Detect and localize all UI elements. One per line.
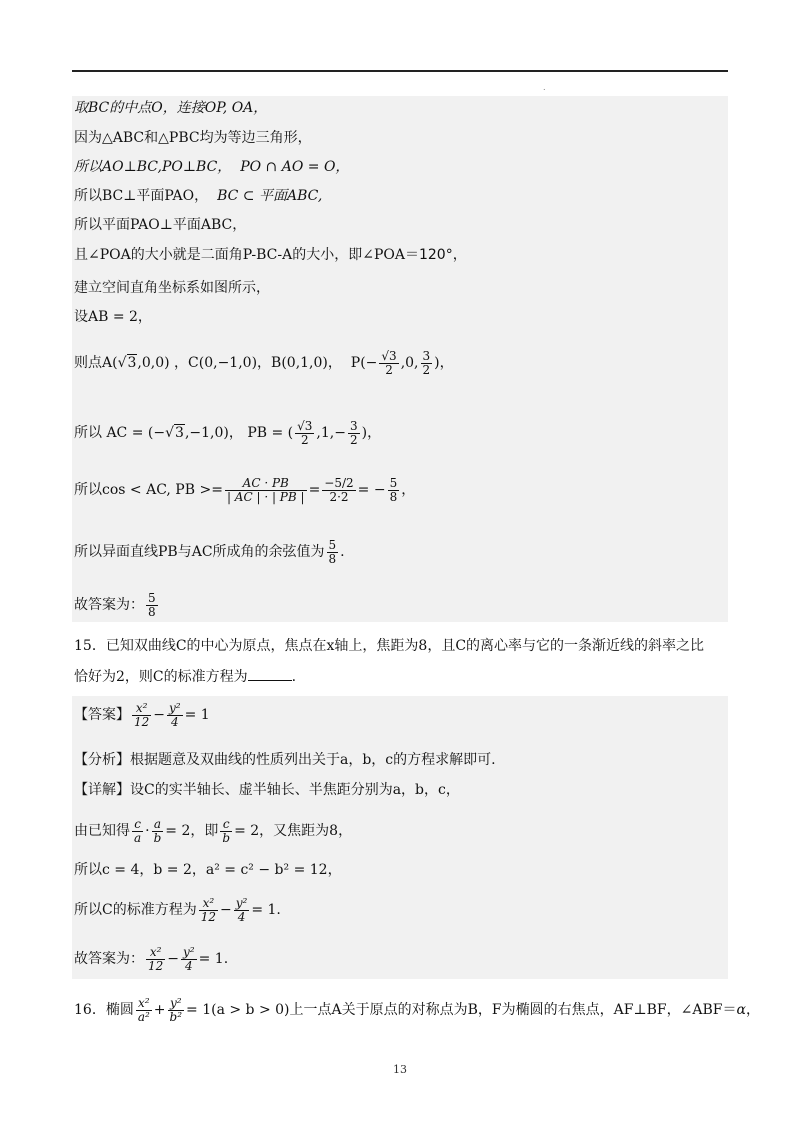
text-part: ,1,−: [316, 425, 346, 441]
page-number: 13: [393, 1063, 407, 1076]
text-part: = −: [357, 482, 386, 498]
fraction: $\frac{\text{y²}}{4}$: [169, 700, 181, 729]
text-part: ,−1,0)，: [184, 425, 243, 441]
text-part: )，: [434, 355, 454, 371]
text-line: 因为△ABC和△PBC均为等边三角形，: [74, 130, 312, 146]
text-line: 所以平面PAO⊥平面ABC，: [74, 217, 247, 233]
fraction: $\frac{√3}{2}$: [381, 348, 397, 377]
text-line: [74, 186, 322, 206]
fraction: $\frac{\text{y²}}{4}$: [235, 895, 248, 924]
text-part: )，: [361, 425, 382, 441]
text-line: 则点A(√3,0,0) ，C(0,−1,0)，B(0,1,0)， P(− $\frac{√3}{2}$ ,0, $\frac{3}{2}$ )，: [74, 348, 454, 377]
text-line: [74, 537, 345, 567]
text-part: BC ⊂ 平面ABC,: [217, 188, 323, 204]
text-part: ，: [745, 1002, 760, 1018]
text-line: 故答案为： $\frac{\text{x²}}{12}$ − $\frac{\text{y²}}{4}$ = 1.: [74, 944, 229, 973]
fraction: $\frac{c}{b}$: [222, 816, 231, 845]
text-part: PO ∩ AO = O，: [240, 159, 350, 175]
text-line: 所以c = 4，b = 2，a² = c² − b² = 12，: [74, 862, 342, 878]
text-line: 由已知得 $\frac{c}{a}$ · $\frac{a}{b}$ = 2，即 $\frac{c}{b}$ = 2，又焦距为8，: [74, 816, 353, 845]
text-part: 所以C的标准方程为: [74, 902, 197, 918]
text-line: 取BC的中点O，连接OP, OA，: [74, 100, 268, 116]
text-line: 设AB = 2，: [74, 309, 152, 325]
header-dot: .: [543, 83, 546, 92]
answer-line: 【答案】 $\frac{\text{x²}}{12}$ − $\frac{\text{y²}}{4}$ = 1: [74, 700, 210, 729]
fraction: $\frac{\text{x²}}{12}$: [134, 700, 150, 729]
text-part: 则点A(: [74, 355, 118, 371]
text-part: 且∠POA的大小就是二面角P-BC-A的大小，即∠POA＝: [74, 247, 419, 263]
fraction: $\frac{\text{x²}}{12}$: [200, 895, 216, 924]
text-part: 所以AO⊥BC,PO⊥BC，: [74, 159, 232, 175]
text-part: ,0,: [400, 355, 419, 371]
fraction: $\frac{5}{8}$: [148, 590, 156, 619]
text-line: 建立空间直角坐标系如图所示，: [74, 280, 270, 296]
sqrt-part: 3: [127, 355, 137, 371]
text-line: 所以 AC = (−√3,−1,0)， PB = ( $\frac{√3}{2}$ ,1,− $\frac{3}{2}$ )，: [74, 418, 382, 447]
question-15-line-2: [74, 666, 296, 687]
text-part: 16．椭圆: [74, 1002, 134, 1018]
fraction: $\frac{\text{x²}}{\text{a²}}$: [137, 995, 150, 1024]
text-part: 恰好为2，则C的标准方程为: [74, 669, 248, 685]
analysis-line: 【分析】根据题意及双曲线的性质列出关于a，b，c的方程求解即可.: [74, 752, 496, 768]
text-part: ,0,0) ，C(0,−1,0)，B(0,1,0)，: [137, 355, 342, 371]
answer-blank: [248, 666, 292, 681]
text-part: 所以BC⊥平面PAO，: [74, 188, 209, 204]
text-part: .: [340, 544, 345, 560]
fraction: $\frac{c}{a}$: [134, 816, 142, 845]
text-part: = 2，即: [165, 823, 219, 839]
fraction: $\frac{3}{2}$: [349, 418, 358, 447]
detail-line: 【详解】设C的实半轴长、虚半轴长、半焦距分别为a，b，c，: [74, 782, 460, 798]
text-line: [74, 472, 415, 508]
question-16-line: 16．椭圆 $\frac{\text{x²}}{\text{a²}}$ + $\frac{\text{y²}}{\text{b²}}$ = 1(a > b > 0)上一点A关于原点的对称点为B，F为椭圆的右焦点，AF⊥BF，∠ABF＝α，: [74, 995, 760, 1024]
text-part: =: [308, 482, 321, 498]
text-line: [74, 590, 160, 620]
text-part: = 1(a > b > 0)上一点A关于原点的对称点为B，F为椭圆的右焦点，AF⊥BF，∠ABF＝: [186, 1002, 737, 1018]
header-rule: [72, 70, 728, 72]
text-part: 由已知得: [74, 823, 130, 839]
text-part: = 1.: [198, 951, 229, 967]
text-part: ，: [401, 482, 416, 498]
fraction: $\frac{-5/2}{2\cdot 2}$: [324, 475, 354, 504]
fraction: $\frac{\text{x²}}{12}$: [148, 944, 164, 973]
fraction: $\frac{a}{b}$: [153, 816, 162, 845]
fraction: $\frac{3}{2}$: [422, 348, 431, 377]
text-part: 故答案为：: [74, 951, 144, 967]
question-15-line-1: 15．已知双曲线C的中心为原点，焦点在x轴上，焦距为8，且C的离心率与它的一条渐近线的斜率之比: [74, 638, 705, 654]
text-part: .: [291, 669, 297, 685]
text-line: [74, 157, 349, 177]
text-part: 所以 AC = (−: [74, 425, 166, 441]
answer-label: 【答案】: [74, 707, 130, 723]
text-line: 所以C的标准方程为 $\frac{\text{x²}}{12}$ − $\frac{\text{y²}}{4}$ = 1.: [74, 895, 281, 924]
text-part: 故答案为：: [74, 597, 144, 613]
fraction: $\frac{\text{y²}}{\text{b²}}$: [169, 995, 183, 1024]
fraction: $\frac{AC \cdot PB}{| AC | \cdot | PB |}$: [226, 475, 305, 504]
text-part: 所以cos < AC, PB >=: [74, 482, 223, 498]
fraction: $\frac{5}{8}$: [389, 475, 398, 504]
fraction: $\frac{\text{y²}}{4}$: [183, 944, 195, 973]
text-part: = 1.: [251, 902, 281, 918]
fraction: $\frac{5}{8}$: [328, 537, 337, 566]
text-part: α: [736, 1002, 746, 1018]
text-part: 120°，: [418, 247, 467, 263]
sqrt-part: 3: [175, 425, 184, 441]
text-part: P(−: [350, 355, 378, 371]
text-part: PB = (: [247, 425, 294, 441]
text-part: 所以异面直线PB与AC所成角的余弦值为: [74, 544, 325, 560]
text-part: = 2，又焦距为8，: [234, 823, 353, 839]
fraction: $\frac{√3}{2}$: [297, 418, 313, 447]
text-line: [74, 245, 467, 265]
